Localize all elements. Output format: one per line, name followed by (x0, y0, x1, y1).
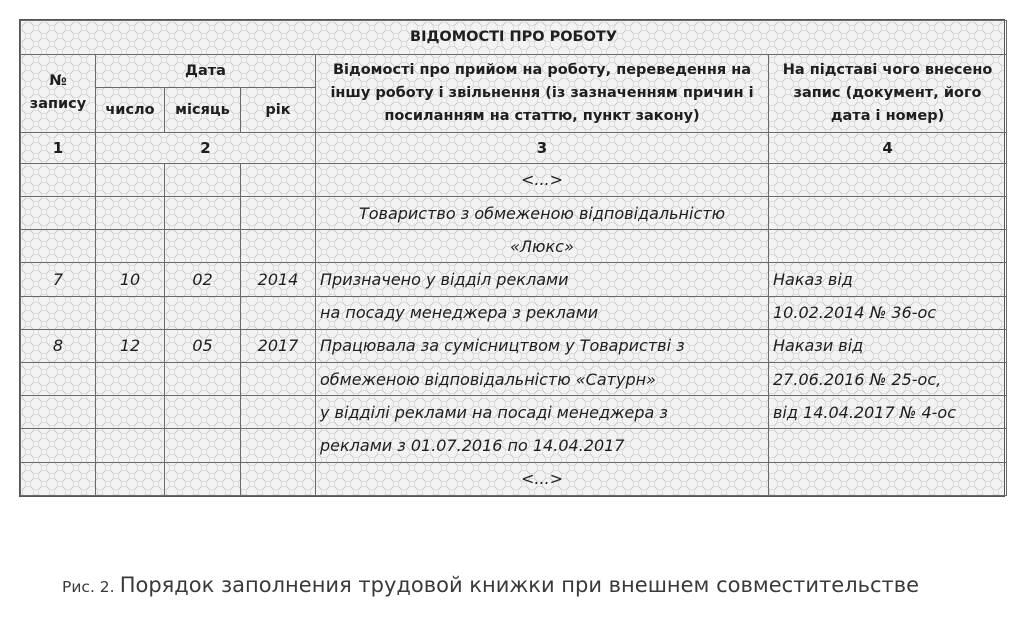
month-cell (165, 363, 241, 396)
month-cell: 05 (165, 329, 241, 362)
record-no-cell (21, 296, 96, 329)
month-cell: 02 (165, 263, 241, 296)
info-cell: Товариство з обмеженою відповідальністю (316, 197, 769, 230)
record-no-header: № запису (21, 55, 96, 132)
month-cell (165, 462, 241, 495)
record-no-cell: 7 (21, 263, 96, 296)
info-cell: Працювала за сумісництвом у Товаристві з (316, 329, 769, 362)
info-cell: на посаду менеджера з реклами (316, 296, 769, 329)
table-row (21, 230, 1007, 263)
year-cell (241, 429, 316, 462)
basis-cell (769, 462, 1007, 495)
info-cell: <...> (316, 462, 769, 495)
caption-text: Порядок заполнения трудовой книжки при внешнем совместительстве (119, 573, 920, 597)
month-cell (165, 296, 241, 329)
basis-cell: Наказ від (769, 263, 1007, 296)
col-number-1: 1 (21, 132, 96, 163)
table-row (21, 429, 1007, 462)
table-row (21, 163, 1007, 196)
table-row (21, 296, 1007, 329)
basis-cell (769, 197, 1007, 230)
month-cell (165, 396, 241, 429)
col-number-4: 4 (769, 132, 1007, 163)
caption-label: Рис. 2. (62, 578, 115, 596)
basis-cell: 10.02.2014 № 36-ос (769, 296, 1007, 329)
record-no-cell (21, 163, 96, 196)
day-cell (96, 230, 165, 263)
month-cell (165, 429, 241, 462)
basis-cell: від 14.04.2017 № 4-ос (769, 396, 1007, 429)
col-number-3: 3 (316, 132, 769, 163)
year-header: рік (241, 88, 316, 132)
info-cell: обмеженою відповідальністю «Сатурн» (316, 363, 769, 396)
record-no-cell (21, 230, 96, 263)
info-cell: <...> (316, 163, 769, 196)
info-cell: Призначено у відділ реклами (316, 263, 769, 296)
day-cell: 10 (96, 263, 165, 296)
day-cell (96, 197, 165, 230)
day-cell (96, 462, 165, 495)
work-record-table (20, 20, 1007, 496)
work-record-form (19, 19, 1005, 497)
record-no-cell (21, 462, 96, 495)
record-no-cell (21, 396, 96, 429)
table-title: ВІДОМОСТІ ПРО РОБОТУ (21, 21, 1007, 55)
year-cell: 2017 (241, 329, 316, 362)
record-no-cell: 8 (21, 329, 96, 362)
record-no-cell (21, 363, 96, 396)
day-cell (96, 363, 165, 396)
figure-caption (62, 573, 919, 597)
day-header: число (96, 88, 165, 132)
day-cell (96, 296, 165, 329)
info-cell: у відділі реклами на посаді менеджера з (316, 396, 769, 429)
info-cell: «Люкс» (316, 230, 769, 263)
year-cell (241, 363, 316, 396)
month-header: місяць (165, 88, 241, 132)
table-row (21, 263, 1007, 296)
year-cell (241, 197, 316, 230)
table-row (21, 363, 1007, 396)
year-cell (241, 396, 316, 429)
month-cell (165, 230, 241, 263)
table-row (21, 462, 1007, 495)
record-no-cell (21, 429, 96, 462)
table-row (21, 197, 1007, 230)
day-cell (96, 429, 165, 462)
basis-header: На підставі чого внесено запис (документ, його дата і номер) (769, 55, 1007, 132)
year-cell (241, 296, 316, 329)
day-cell: 12 (96, 329, 165, 362)
basis-cell: 27.06.2016 № 25-ос, (769, 363, 1007, 396)
record-no-cell (21, 197, 96, 230)
table-row (21, 329, 1007, 362)
basis-cell (769, 230, 1007, 263)
year-cell (241, 163, 316, 196)
basis-cell (769, 163, 1007, 196)
year-cell: 2014 (241, 263, 316, 296)
year-cell (241, 230, 316, 263)
col-number-2: 2 (96, 132, 316, 163)
day-cell (96, 163, 165, 196)
year-cell (241, 462, 316, 495)
date-header: Дата (96, 55, 316, 88)
table-row (21, 396, 1007, 429)
day-cell (96, 396, 165, 429)
info-cell: реклами з 01.07.2016 по 14.04.2017 (316, 429, 769, 462)
month-cell (165, 163, 241, 196)
basis-cell: Накази від (769, 329, 1007, 362)
info-header: Відомості про прийом на роботу, переведення на іншу роботу і звільнення (із зазначенням причин і посиланням на статтю, пункт закону) (316, 55, 769, 132)
month-cell (165, 197, 241, 230)
basis-cell (769, 429, 1007, 462)
